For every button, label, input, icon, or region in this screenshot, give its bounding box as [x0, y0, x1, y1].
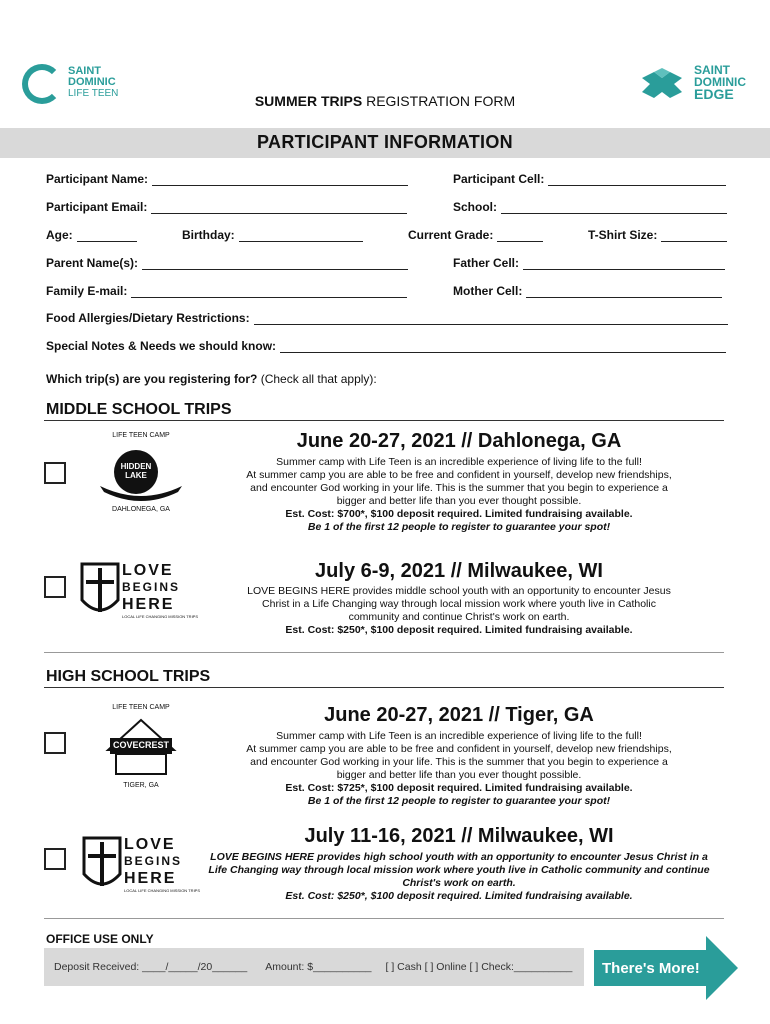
participant-name-field[interactable]: Participant Name: — [46, 172, 408, 186]
current-grade-field[interactable]: Current Grade: — [408, 228, 543, 242]
trip-title-milwaukee-ms: July 6-9, 2021 // Milwaukee, WI — [315, 560, 603, 582]
left-logo-text: SAINT DOMINIC LIFE TEEN — [68, 65, 119, 99]
tshirt-size-field[interactable]: T-Shirt Size: — [588, 228, 727, 242]
shield-cross-icon — [80, 560, 120, 622]
school-field[interactable]: School: — [453, 200, 727, 214]
participant-email-field[interactable]: Participant Email: — [46, 200, 407, 214]
mother-cell-field[interactable]: Mother Cell: — [453, 284, 722, 298]
office-use-title: OFFICE USE ONLY — [46, 932, 154, 946]
covecrest-camp-logo: LIFE TEEN CAMP COVECREST TIGER, GA — [96, 704, 186, 794]
parent-names-field[interactable]: Parent Name(s): — [46, 256, 408, 270]
trip-question: Which trip(s) are you registering for? (Check all that apply): — [46, 372, 377, 386]
participant-information-banner: PARTICIPANT INFORMATION — [0, 128, 770, 158]
theres-more-label: There's More! — [602, 960, 700, 977]
deposit-received: Deposit Received: ____/_____/20______ — [54, 961, 248, 973]
mother-cell-line[interactable] — [526, 286, 722, 298]
love-begins-here-logo-ms: LOVE BEGINS HERE LOCAL LIFE CHANGING MISSION TRIPS — [80, 560, 190, 622]
trip-checkbox-tiger[interactable] — [44, 732, 66, 754]
family-email-field[interactable]: Family E-mail: — [46, 284, 407, 298]
office-use-box — [44, 948, 584, 986]
shield-cross-icon — [82, 834, 122, 896]
family-email-line[interactable] — [131, 286, 407, 298]
parent-names-line[interactable] — [142, 258, 408, 270]
age-line[interactable] — [77, 230, 137, 242]
birthday-field[interactable]: Birthday: — [182, 228, 363, 242]
food-allergies-field[interactable]: Food Allergies/Dietary Restrictions: — [46, 311, 728, 325]
amount: Amount: $__________ — [265, 961, 372, 973]
middle-school-heading: MIDDLE SCHOOL TRIPS — [46, 401, 232, 418]
trip-title-milwaukee-hs: July 11-16, 2021 // Milwaukee, WI — [304, 825, 614, 847]
payment-method: [ ] Cash [ ] Online [ ] Check:__________ — [385, 961, 573, 973]
trip-checkbox-milwaukee-hs[interactable] — [44, 848, 66, 870]
trip-title-dahlonega: June 20-27, 2021 // Dahlonega, GA — [296, 430, 622, 452]
middle-school-rule — [44, 420, 724, 421]
trip-checkbox-milwaukee-ms[interactable] — [44, 576, 66, 598]
participant-email-line[interactable] — [151, 202, 407, 214]
food-allergies-line[interactable] — [254, 313, 728, 325]
trip-desc-dahlonega: Summer camp with Life Teen is an incredible experience of living life to the full! At summer camp you are able to be free and confident in yourself, develop new friendships, and encounter God working in your life. This is the summer that you begin to experience a bigger and better life than you ever thought possible. Est. Cost: $700*, $100 deposit required. Limited fundraising available. Be 1 of the first 12 people to register to guarantee your spot! — [246, 456, 672, 533]
participant-cell-field[interactable]: Participant Cell: — [453, 172, 726, 186]
special-notes-field[interactable]: Special Notes & Needs we should know: — [46, 339, 726, 353]
age-field[interactable]: Age: — [46, 228, 137, 242]
theres-more-button[interactable] — [594, 936, 740, 1000]
father-cell-field[interactable]: Father Cell: — [453, 256, 725, 270]
high-school-rule — [44, 687, 724, 688]
divider-rule — [44, 652, 724, 653]
trip-desc-milwaukee-hs: LOVE BEGINS HERE provides high school youth with an opportunity to encounter Jesus Christ in a Life Changing way through local mission work where youth live in Catholic community and continue Christ's work on earth. Est. Cost: $250*, $100 deposit required. Limited fundraising available. — [208, 851, 710, 902]
love-begins-here-logo-hs: LOVE BEGINS HERE LOCAL LIFE CHANGING MISSION TRIPS — [82, 834, 192, 896]
trip-checkbox-dahlonega[interactable] — [44, 462, 66, 484]
hidden-lake-camp-logo: LIFE TEEN CAMP HIDDEN LAKE DAHLONEGA, GA — [96, 432, 186, 522]
current-grade-line[interactable] — [497, 230, 543, 242]
participant-cell-line[interactable] — [548, 174, 726, 186]
trip-desc-milwaukee-ms: LOVE BEGINS HERE provides middle school youth with an opportunity to encounter Jesus Christ in a Life Changing way through local mission work where youth live in Catholic community and continue Christ's work on earth. Est. Cost: $250*, $100 deposit required. Limited fundraising available. — [247, 585, 671, 636]
participant-name-line[interactable] — [152, 174, 408, 186]
father-cell-line[interactable] — [523, 258, 725, 270]
tshirt-size-line[interactable] — [661, 230, 727, 242]
office-divider-rule — [44, 918, 724, 919]
form-title: SUMMER TRIPS REGISTRATION FORM — [254, 93, 516, 109]
special-notes-line[interactable] — [280, 341, 726, 353]
right-logo-text: SAINT DOMINIC EDGE — [694, 63, 746, 102]
school-line[interactable] — [501, 202, 727, 214]
high-school-heading: HIGH SCHOOL TRIPS — [46, 668, 211, 685]
trip-title-tiger: June 20-27, 2021 // Tiger, GA — [324, 704, 594, 726]
birthday-line[interactable] — [239, 230, 363, 242]
trip-desc-tiger: Summer camp with Life Teen is an incredible experience of living life to the full! At summer camp you are able to be free and confident in yourself, develop new friendships, and encounter God working in your life. This is the summer that you begin to experience a bigger and better life than you ever thought possible. Est. Cost: $725*, $100 deposit required. Limited fundraising available. Be 1 of the first 12 people to register to guarantee your spot! — [246, 730, 672, 807]
